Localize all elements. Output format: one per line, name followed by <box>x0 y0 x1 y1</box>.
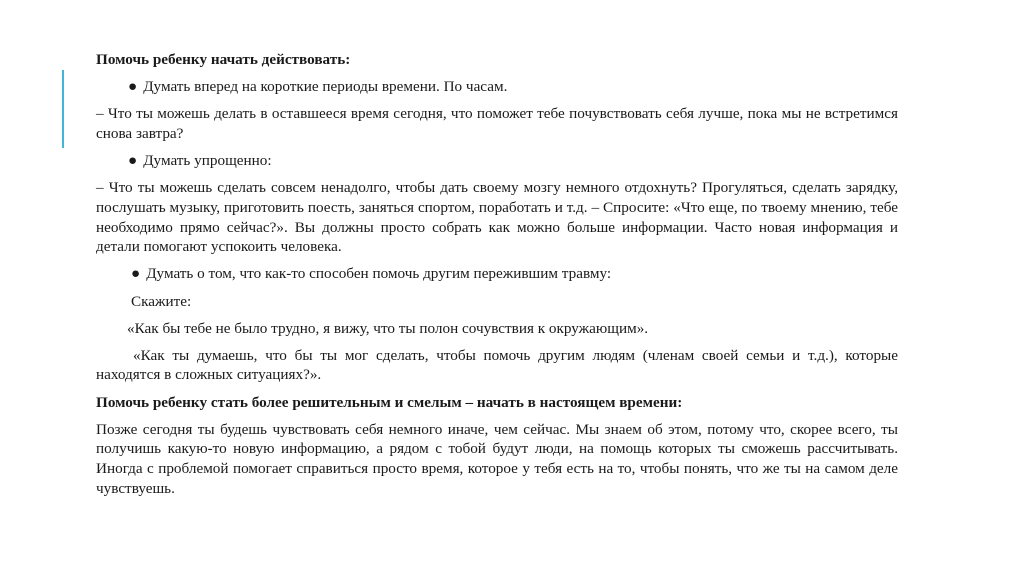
bullet-help-others <box>96 264 898 284</box>
paragraph-later-today: Позже сегодня ты будешь чувствовать себя немного иначе, чем сейчас. Мы знаем об этом, потому что, скорее всего, ты получишь какую-то новую информацию, а рядом с тобой будут люди, на помощь которых ты сможешь рассчитывать. Иногда с проблемой помогает справиться просто время, которое у тебя есть на то, чтобы понять, что же ты на самом деле чувствуешь. <box>96 420 898 497</box>
bullet-think-simply <box>96 151 898 171</box>
accent-bar <box>62 70 64 148</box>
bullet-dot-icon: ● <box>128 152 138 170</box>
say-label: Скажите: <box>131 292 192 310</box>
bullet-think-ahead <box>96 77 898 97</box>
heading-start-acting: Помочь ребенку начать действовать: <box>96 51 351 68</box>
slide-content <box>96 50 898 506</box>
bullet-think-ahead-text: Думать вперед на короткие периоды времени. По часам. <box>143 78 508 96</box>
question-rest-of-day: – Что ты можешь делать в оставшееся время сегодня, что поможет тебе почувствовать себя лучше, пока мы не встретимся снова завтра? <box>96 105 898 142</box>
heading-be-brave: Помочь ребенку стать более решительным и смелым – начать в настоящем времени: <box>96 393 683 411</box>
quote-help-others: «Как ты думаешь, что бы ты мог сделать, чтобы помочь другим людям (членам своей семьи и т.д.), которые находятся в сложных ситуациях?». <box>96 346 898 384</box>
bullet-dot-icon: ● <box>131 265 141 283</box>
bullet-help-others-text: Думать о том, что как-то способен помочь другим пережившим травму: <box>146 265 612 283</box>
quote-compassion: «Как бы тебе не было трудно, я вижу, что ты полон сочувствия к окружающим». <box>127 319 649 337</box>
question-short-rest: – Что ты можешь сделать совсем ненадолго, чтобы дать своему мозгу немного отдохнуть? Прогуляться, сделать зарядку, послушать музыку, приготовить поесть, заняться спортом, поработать и т.д. – Спросите: «Что еще, по твоему мнению, тебе необходимо прямо сейчас?». Вы должны просто собрать как можно больше информации. Часто новая информация и детали помогают успокоить человека. <box>96 179 898 256</box>
bullet-dot-icon: ● <box>128 78 138 96</box>
bullet-think-simply-text: Думать упрощенно: <box>143 152 272 170</box>
